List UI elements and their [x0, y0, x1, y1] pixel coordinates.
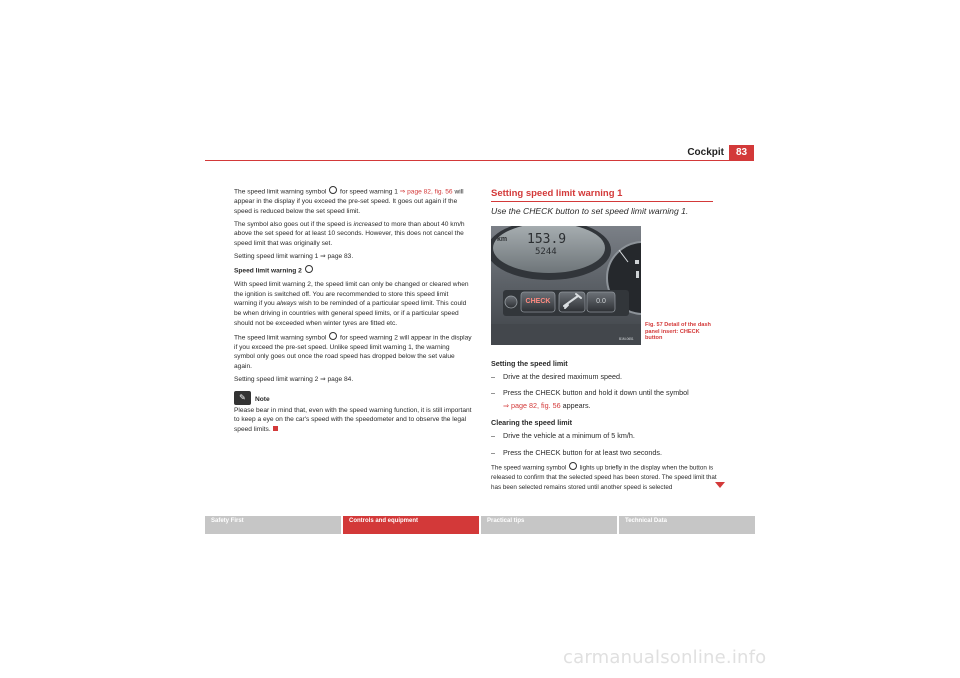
- paragraph-warning-1: The speed limit warning symbol for speed warning 1 ⇒ page 82, fig. 56 will appear in the display if you exceed the pre-set speed. It goes out again if the speed is reduced below the set speed limit.: [234, 186, 472, 216]
- speed-warning-icon: [569, 462, 577, 470]
- step-item: – Drive at the desired maximum speed.: [491, 371, 623, 381]
- speed-warning-icon: [329, 186, 337, 194]
- step-item: – Press the CHECK button and hold it down until the symbol ⇒ page 82, fig. 56 appears.: [491, 388, 689, 410]
- footer-nav: [205, 516, 755, 534]
- section-title: Setting speed limit warning 1: [491, 188, 623, 199]
- display-speed: 153.9: [527, 232, 567, 247]
- section-subtitle: Use the CHECK button to set speed limit warning 1.: [491, 206, 689, 216]
- page-link[interactable]: ⇒ page 82, fig. 56: [503, 400, 561, 410]
- tab-practical-tips[interactable]: Practical tips: [481, 516, 617, 534]
- note-icon: ✎: [234, 391, 251, 405]
- paragraph-setting-1-ref: Setting speed limit warning 1 ⇒ page 83.: [234, 253, 354, 261]
- page-number: 83: [729, 145, 754, 161]
- speed-warning-icon: [329, 332, 337, 340]
- left-column: [234, 186, 472, 438]
- end-marker-icon: [273, 426, 278, 431]
- paragraph-warning-2: With speed limit warning 2, the speed limit can only be changed or cleared when the ignition is switched off. You are recommended to store this speed limit warning if you always wish to be reminded of a particular speed limit. This could be when driving in countries with general speed limits, or if a particular speed should not be exceeded when winter tyres are fitted etc.: [234, 281, 469, 327]
- heading-warning-2: Speed limit warning 2: [234, 265, 472, 276]
- note-text: Please bear in mind that, even with the speed warning function, it is still important to keep a eye on the car's speed with the speedometer and to observe the legal speed limits.: [234, 406, 472, 433]
- figure-code: B1M-0651: [619, 337, 634, 341]
- step-item: – Drive the vehicle at a minimum of 5 km/h.: [491, 430, 635, 440]
- figure-caption: Fig. 57 Detail of the dash panel insert: CHECK button: [645, 322, 711, 342]
- heading-clearing-limit: Clearing the speed limit: [491, 418, 573, 428]
- tab-technical-data[interactable]: Technical Data: [619, 516, 755, 534]
- section-rule: [491, 201, 713, 202]
- check-button: CHECK: [525, 298, 551, 305]
- paragraph-warning-2-symbol: The speed limit warning symbol for speed warning 2 will appear in the display if you exceed the pre-set speed. Unlike speed limit warning 1, the warning symbol only goes out once the road speed has dropped below the set value again.: [234, 332, 472, 372]
- dash-panel-photo: [491, 226, 641, 345]
- continue-arrow-icon: [715, 482, 725, 488]
- tab-safety-first[interactable]: Safety First: [205, 516, 341, 534]
- chapter-title: Cockpit: [687, 147, 724, 158]
- confirmation-paragraph: The speed warning symbol lights up briefly in the display when the button is released to confirm that the selected speed has been stored. The speed limit that has been selected remains stored until another speed is selected: [491, 462, 723, 492]
- display-unit: km: [497, 236, 508, 243]
- page-link[interactable]: ⇒ page 82, fig. 56: [399, 188, 453, 196]
- step-item: – Press the CHECK button for at least two seconds.: [491, 447, 662, 457]
- paragraph-symbol-off: The symbol also goes out if the speed is increased to more than about 40 km/h above the set speed for at least 10 seconds. However, this does not cancel the speed limit that was originally set.: [234, 220, 465, 248]
- display-odometer: 5244: [535, 247, 557, 257]
- header-rule: [205, 160, 753, 161]
- right-column: [491, 357, 715, 459]
- watermark: carmanualsonline.info: [563, 647, 767, 668]
- note-heading: ✎ Note: [234, 391, 472, 405]
- heading-setting-limit: Setting the speed limit: [491, 359, 568, 368]
- reset-button: 0.0: [596, 298, 606, 305]
- tab-controls-and-equipment[interactable]: Controls and equipment: [343, 516, 479, 534]
- paragraph-setting-2-ref: Setting speed limit warning 2 ⇒ page 84.: [234, 376, 354, 384]
- speed-warning-icon: [305, 265, 313, 273]
